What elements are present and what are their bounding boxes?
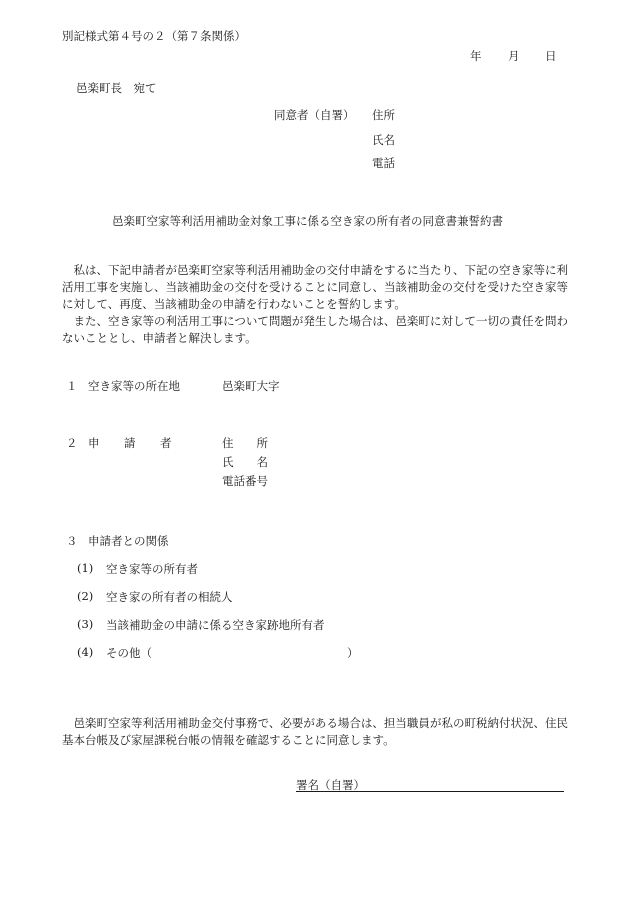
consenter-phone-label: 電話: [372, 156, 395, 170]
section3-number: ３: [66, 534, 78, 548]
date-year-label: 年: [470, 49, 482, 63]
section1-number: １: [66, 379, 78, 393]
pledge-paragraph: 私は、下記申請者が邑楽町空家等利活用補助金の交付申請をするに当たり、下記の空き家等に利活用工事を実施し、当該補助金の交付を受けることに同意し、当該補助金の交付を受けた空き家等に対して、再度、当該補助金の申請を行わないことを誓約します。: [62, 263, 568, 311]
applicant-phone-label: 電話番号: [222, 474, 268, 488]
relation-option-num: (2): [77, 589, 94, 603]
signature-line: [296, 791, 564, 792]
relation-option-text: 当該補助金の申請に係る空き家跡地所有者: [106, 618, 325, 632]
consenter-name-label: 氏名: [372, 133, 395, 147]
relation-option-num: (1): [77, 561, 94, 575]
relation-option-text: 空き家等の所有者: [106, 562, 198, 576]
date-month-label: 月: [508, 49, 520, 63]
consenter-label: 同意者（自署）: [274, 108, 355, 122]
section2-label-char: 者: [160, 436, 172, 450]
signature-label: 署名（自署）: [296, 778, 365, 792]
relation-option-num: (4): [77, 645, 94, 659]
section1-label: 空き家等の所在地: [88, 379, 180, 393]
consenter-address-label: 住所: [372, 108, 395, 122]
document-title: 邑楽町空家等利活用補助金対象工事に係る空き家の所有者の同意書兼誓約書: [112, 214, 503, 228]
section1-value: 邑楽町大字: [222, 379, 280, 393]
liability-paragraph: また、空き家等の利活用工事について問題が発生した場合は、邑楽町に対して一切の責任を問わないこととし、申請者と解決します。: [62, 314, 568, 345]
form-number: 別記様式第４号の２（第７条関係）: [62, 29, 246, 43]
addressee: 邑楽町長 宛て: [76, 81, 157, 95]
section2-label-char: 請: [124, 436, 136, 450]
section2-number: ２: [66, 436, 78, 450]
applicant-address-label: 住 所: [222, 436, 268, 450]
section2-label-char: 申: [88, 436, 100, 450]
date-day-label: 日: [545, 49, 557, 63]
section3-label: 申請者との関係: [88, 534, 169, 548]
other-close-paren: ）: [347, 646, 359, 660]
relation-option-text: 空き家の所有者の相続人: [106, 590, 233, 604]
relation-option-num: (3): [77, 617, 94, 631]
relation-option-text: その他（: [106, 646, 152, 660]
applicant-name-label: 氏 名: [222, 455, 268, 469]
consent-statement: 邑楽町空家等利活用補助金交付事務で、必要がある場合は、担当職員が私の町税納付状況、住民基本台帳及び家屋課税台帳の情報を確認することに同意します。: [62, 716, 568, 747]
